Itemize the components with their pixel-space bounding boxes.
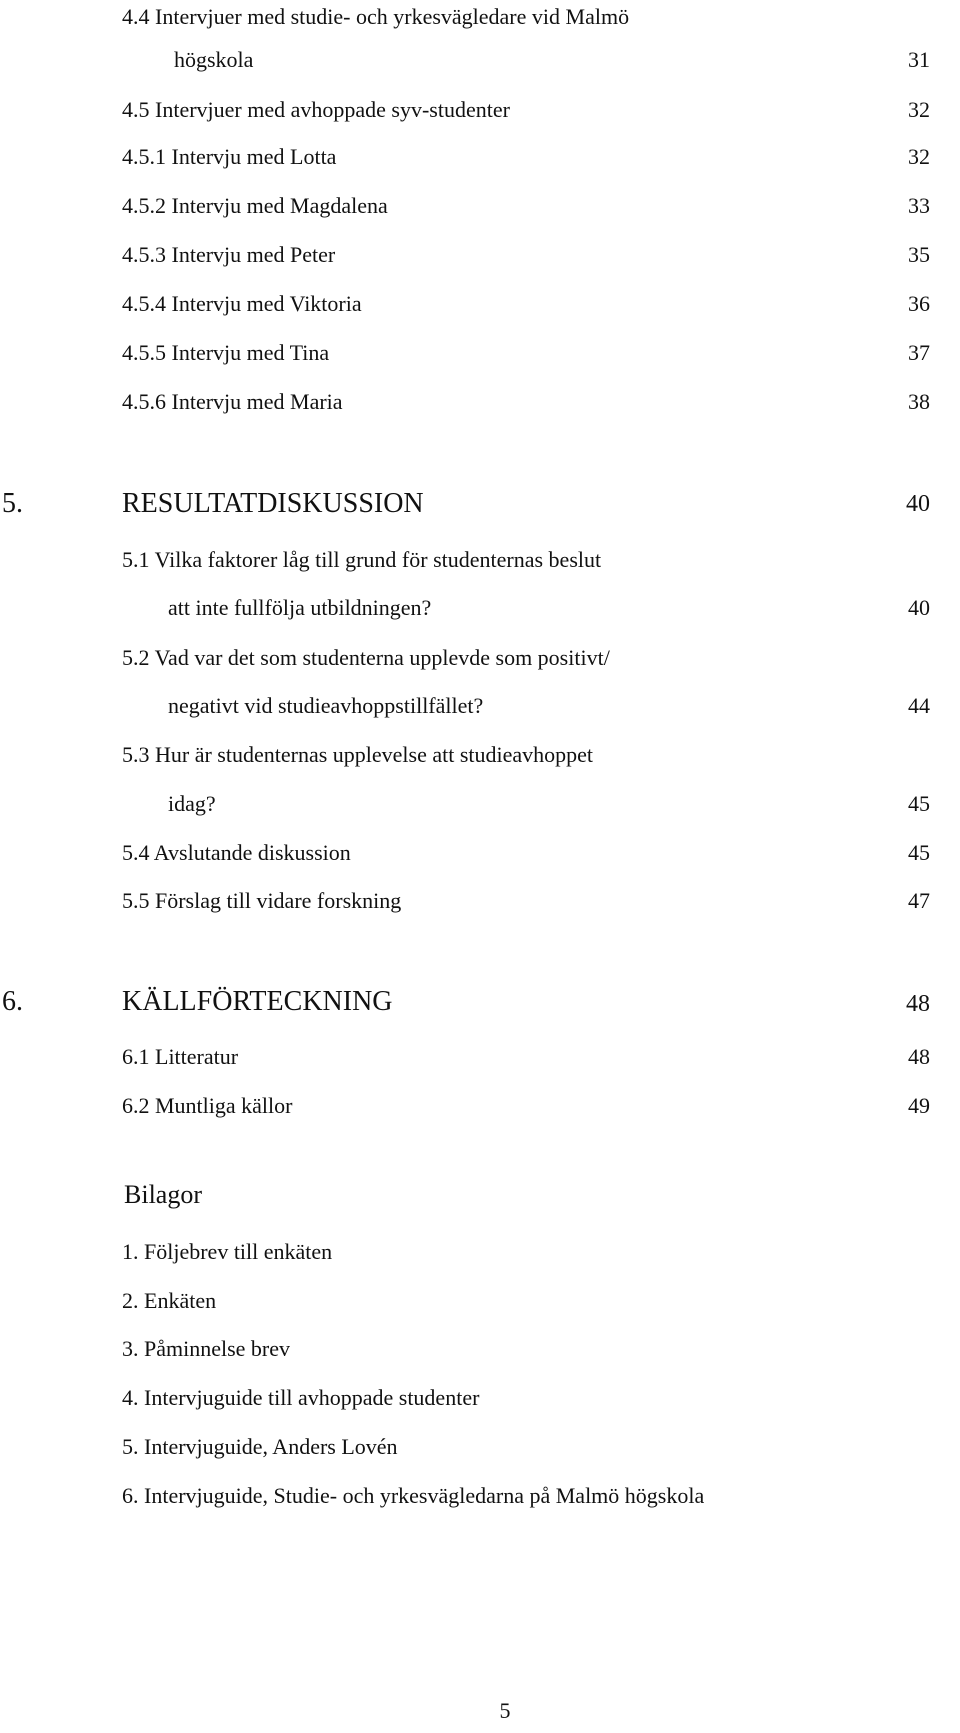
appendix-item-6: 6. Intervjuguide, Studie- och yrkesvägledarna på Malmö högskola (122, 1483, 705, 1508)
toc-entry-5-3-label-line1: 5.3 Hur är studenternas upplevelse att studieavhoppet (122, 742, 594, 767)
toc-entry-4-5-1-page: 32 (908, 144, 930, 169)
toc-chapter-6-number: 6. (2, 986, 23, 1017)
toc-entry-5-4-page: 45 (908, 840, 930, 865)
page-number: 5 (499, 1698, 511, 1723)
toc-entry-6-1-label: 6.1 Litteratur (122, 1044, 239, 1069)
toc-entry-4-5-5-label: 4.5.5 Intervju med Tina (122, 340, 330, 365)
toc-entry-5-2-label-line2: negativt vid studieavhoppstillfället? (168, 693, 484, 718)
toc-entry-4-5-3-label: 4.5.3 Intervju med Peter (122, 242, 336, 267)
appendix-item-1: 1. Följebrev till enkäten (122, 1239, 333, 1264)
toc-entry-5-1-page: 40 (908, 595, 930, 620)
toc-entry-4-4-page: 31 (908, 47, 930, 72)
appendix-item-3: 3. Påminnelse brev (122, 1336, 291, 1361)
appendix-item-2: 2. Enkäten (122, 1288, 217, 1313)
toc-entry-5-1-label-line2: att inte fullfölja utbildningen? (168, 595, 432, 620)
toc-entry-4-5-5-page: 37 (908, 340, 930, 365)
toc-entry-6-2-label: 6.2 Muntliga källor (122, 1093, 293, 1118)
toc-entry-5-3-label-line2: idag? (168, 791, 216, 816)
toc-entry-5-5-page: 47 (908, 888, 930, 913)
toc-entry-6-2-page: 49 (908, 1093, 930, 1118)
toc-chapter-5-title: RESULTATDISKUSSION (122, 488, 424, 519)
toc-entry-4-4-label-line1: 4.4 Intervjuer med studie- och yrkesvägledare vid Malmö (122, 4, 630, 29)
toc-entry-4-5-2-label: 4.5.2 Intervju med Magdalena (122, 193, 388, 218)
toc-chapter-6-page: 48 (906, 991, 930, 1017)
appendix-item-4: 4. Intervjuguide till avhoppade studenter (122, 1385, 480, 1410)
toc-entry-4-5-1-label: 4.5.1 Intervju med Lotta (122, 144, 337, 169)
toc-entry-4-5-4-page: 36 (908, 291, 930, 316)
toc-chapter-6-title: KÄLLFÖRTECKNING (122, 986, 393, 1017)
toc-entry-5-3-page: 45 (908, 791, 930, 816)
toc-entry-4-5-6-page: 38 (908, 389, 930, 414)
toc-entry-5-2-page: 44 (908, 693, 930, 718)
toc-entry-6-1-page: 48 (908, 1044, 930, 1069)
appendices-heading: Bilagor (124, 1180, 202, 1209)
toc-entry-5-4-label: 5.4 Avslutande diskussion (122, 840, 351, 865)
toc-entry-4-4-label-line2: högskola (174, 47, 254, 72)
toc-entry-5-5-label: 5.5 Förslag till vidare forskning (122, 888, 402, 913)
toc-entry-4-5-page: 32 (908, 97, 930, 122)
toc-entry-5-2-label-line1: 5.2 Vad var det som studenterna upplevde som positivt/ (122, 645, 610, 670)
toc-entry-4-5-label: 4.5 Intervjuer med avhoppade syv-studenter (122, 97, 510, 122)
toc-entry-5-1-label-line1: 5.1 Vilka faktorer låg till grund för studenternas beslut (122, 547, 602, 572)
toc-chapter-5-page: 40 (906, 491, 930, 517)
toc-entry-4-5-4-label: 4.5.4 Intervju med Viktoria (122, 291, 362, 316)
toc-entry-4-5-2-page: 33 (908, 193, 930, 218)
toc-entry-4-5-6-label: 4.5.6 Intervju med Maria (122, 389, 343, 414)
toc-chapter-5-number: 5. (2, 488, 23, 519)
toc-entry-4-5-3-page: 35 (908, 242, 930, 267)
appendix-item-5: 5. Intervjuguide, Anders Lovén (122, 1434, 398, 1459)
